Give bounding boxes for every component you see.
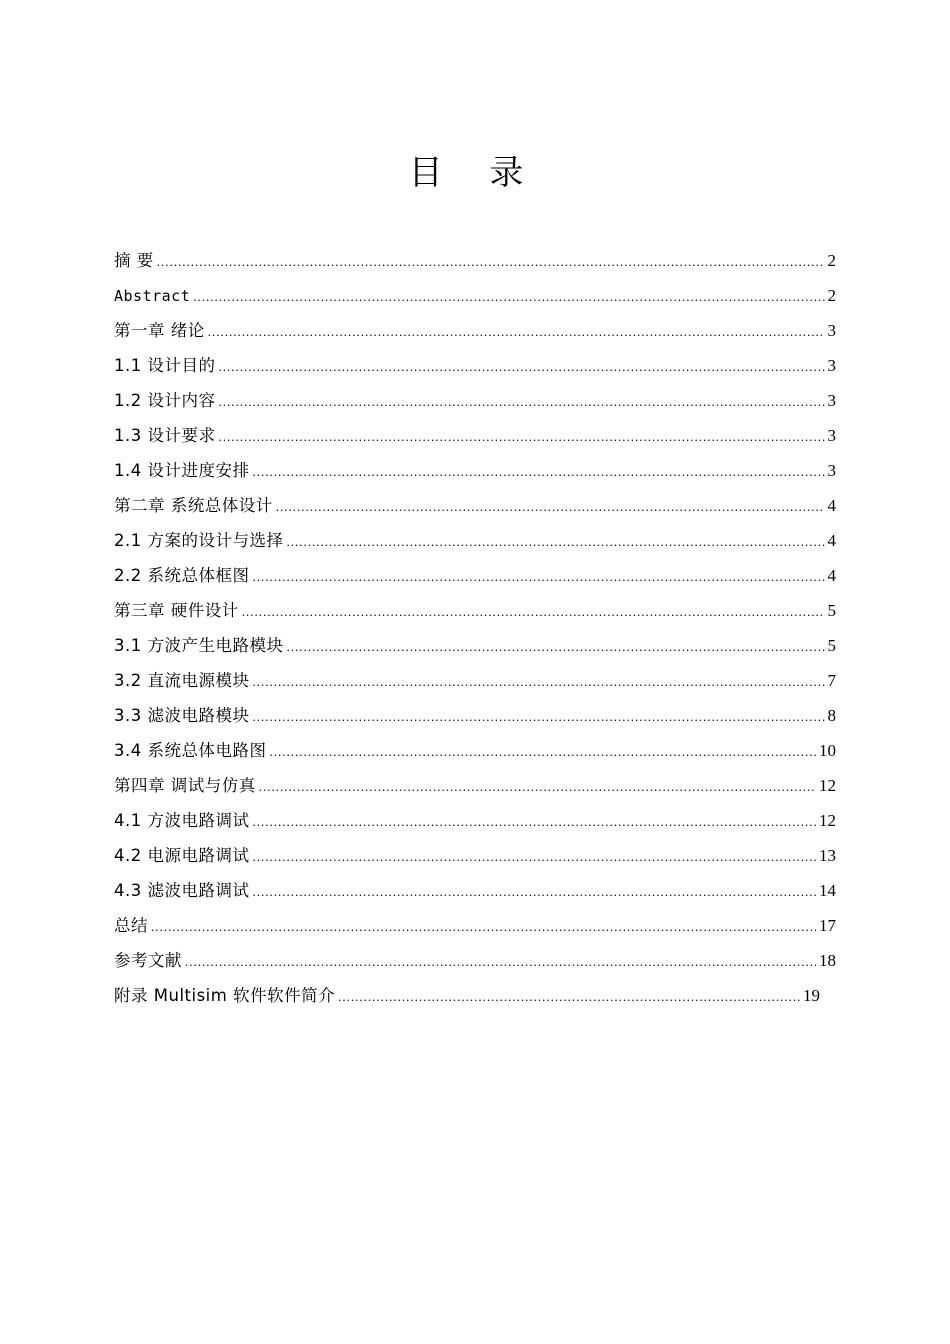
toc-entry-page: 3 [827,461,836,480]
toc-entry[interactable] [114,838,836,873]
toc-entry-page: 4 [827,531,836,550]
toc-entry-page: 2 [827,286,836,305]
toc-dot-leader [219,384,825,419]
toc-entry[interactable] [114,628,836,663]
toc-entry[interactable] [114,733,836,768]
toc-entry[interactable] [114,698,836,733]
toc-dot-leader [208,314,825,349]
toc-dot-leader [287,524,825,559]
toc-entry-page: 4 [827,566,836,585]
toc-entry[interactable] [114,943,836,978]
toc-dot-leader [253,874,817,909]
toc-entry-page: 7 [827,671,836,690]
toc-entry[interactable] [114,348,836,383]
toc-entry[interactable] [114,383,836,418]
toc-entry-label: 附录 Multisim 软件软件简介 [114,986,336,1005]
toc-entry-page: 3 [827,426,836,445]
toc-entry-label: 2.1 方案的设计与选择 [114,531,284,550]
toc-entry[interactable] [114,768,836,803]
toc-entry-page: 13 [819,846,836,865]
toc-entry-label: 3.4 系统总体电路图 [114,741,267,760]
toc-dot-leader [338,979,800,1014]
toc-entry-label: 参考文献 [114,951,182,970]
toc-entry[interactable] [114,278,836,313]
toc-entry-label: 摘 要 [114,251,154,270]
toc-dot-leader [219,349,825,384]
toc-entry-label: 1.3 设计要求 [114,426,216,445]
toc-dot-leader [253,804,817,839]
toc-entry-label: 3.1 方波产生电路模块 [114,636,284,655]
toc-entry-label: 总结 [114,916,148,935]
toc-entry[interactable] [114,418,836,453]
toc-dot-leader [185,944,816,979]
toc-entry-page: 17 [819,916,836,935]
toc-dot-leader [151,909,816,944]
document-title: 目 录 [408,153,542,193]
toc-entry-page: 18 [819,951,836,970]
toc-dot-leader [253,699,825,734]
toc-entry[interactable] [114,488,836,523]
toc-entry[interactable] [114,558,836,593]
toc-entry-label: Abstract [114,287,191,305]
toc-dot-leader [276,489,825,524]
toc-entry-page: 10 [819,741,836,760]
toc-entry-page: 19 [803,986,820,1005]
toc-entry-label: 第三章 硬件设计 [114,601,239,620]
toc-dot-leader [287,629,825,664]
toc-entry[interactable] [114,803,836,838]
toc-entry[interactable] [114,663,836,698]
toc-dot-leader [270,734,817,769]
toc-entry[interactable] [114,453,836,488]
toc-entry[interactable] [114,978,820,1013]
toc-dot-leader [242,594,825,629]
toc-entry[interactable] [114,243,836,278]
toc-dot-leader [253,454,825,489]
toc-dot-leader [253,559,825,594]
toc-entry[interactable] [114,593,836,628]
toc-entry-page: 12 [819,776,836,795]
toc-entry-label: 第二章 系统总体设计 [114,496,273,515]
toc-entry[interactable] [114,313,836,348]
toc-entry-page: 2 [827,251,836,270]
toc-dot-leader [259,769,816,804]
toc-dot-leader [157,244,825,279]
toc-entry-page: 5 [827,601,836,620]
toc-entry-page: 14 [819,881,836,900]
toc-entry-label: 4.2 电源电路调试 [114,846,250,865]
toc-entry-label: 第一章 绪论 [114,321,205,340]
toc-entry-page: 8 [827,706,836,725]
toc-dot-leader [219,419,825,454]
toc-entry-page: 12 [819,811,836,830]
table-of-contents [114,243,836,1013]
toc-entry[interactable] [114,873,836,908]
toc-entry-label: 2.2 系统总体框图 [114,566,250,585]
toc-dot-leader [193,279,824,314]
toc-entry-label: 1.4 设计进度安排 [114,461,250,480]
toc-entry-page: 4 [827,496,836,515]
toc-entry-label: 4.3 滤波电路调试 [114,881,250,900]
toc-entry-page: 3 [827,321,836,340]
toc-entry[interactable] [114,908,836,943]
toc-entry-label: 第四章 调试与仿真 [114,776,256,795]
toc-entry-page: 5 [827,636,836,655]
toc-entry-label: 1.2 设计内容 [114,391,216,410]
toc-entry-label: 1.1 设计目的 [114,356,216,375]
toc-entry[interactable] [114,523,836,558]
toc-entry-label: 3.3 滤波电路模块 [114,706,250,725]
toc-dot-leader [253,664,825,699]
toc-dot-leader [253,839,817,874]
toc-entry-page: 3 [827,391,836,410]
toc-entry-page: 3 [827,356,836,375]
toc-entry-label: 3.2 直流电源模块 [114,671,250,690]
toc-entry-label: 4.1 方波电路调试 [114,811,250,830]
